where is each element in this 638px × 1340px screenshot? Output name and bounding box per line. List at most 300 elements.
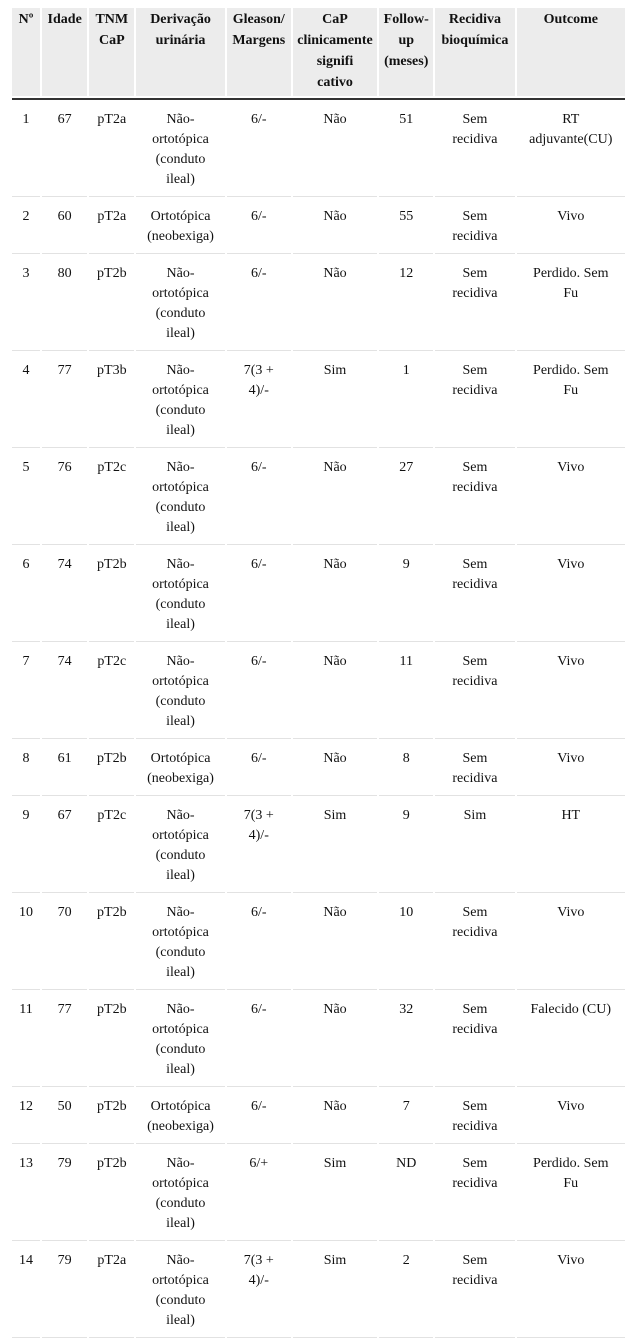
cell-text: Sem <box>462 266 488 281</box>
table-row <box>12 199 625 254</box>
cell-text: Falecido (CU) <box>530 1002 612 1017</box>
cell-outcome <box>517 450 625 545</box>
cell-text: 5 <box>22 460 30 475</box>
cell-text: Não- <box>166 1002 195 1017</box>
cell-text: pT2b <box>97 1156 127 1171</box>
cell-idade <box>42 547 87 642</box>
cell-recidiva-bioquimica <box>435 741 514 796</box>
cell-text: 4)/- <box>248 383 269 398</box>
cell-derivacao-urinaria <box>136 199 224 254</box>
cell-recidiva-bioquimica <box>435 102 514 197</box>
cell-idade <box>42 1089 87 1144</box>
cell-text: ileal) <box>166 868 195 883</box>
cell-tnm-cap <box>89 1243 134 1338</box>
cell-text: Não- <box>166 363 195 378</box>
cell-outcome <box>517 199 625 254</box>
cell-follow-up <box>379 992 433 1087</box>
cell-text: 13 <box>19 1156 34 1171</box>
cell-text: ortotópica <box>152 925 209 940</box>
cell-text: pT2b <box>97 557 127 572</box>
cell-text: ileal) <box>166 1216 195 1231</box>
cell-outcome <box>517 256 625 351</box>
cell-no <box>12 256 40 351</box>
cell-text: 6/- <box>250 751 267 766</box>
cell-text: recidiva <box>452 1022 498 1037</box>
cell-text: 6/- <box>250 557 267 572</box>
cell-recidiva-bioquimica <box>435 1146 514 1241</box>
cell-text: Vivo <box>557 460 585 475</box>
cell-text: (neobexiga) <box>147 229 214 244</box>
cell-tnm-cap <box>89 741 134 796</box>
cell-text: ortotópica <box>152 383 209 398</box>
cell-follow-up <box>379 798 433 893</box>
cell-recidiva-bioquimica <box>435 798 514 893</box>
cell-text: Sem <box>462 209 488 224</box>
cell-text: ileal) <box>166 326 195 341</box>
cell-no <box>12 644 40 739</box>
header-text: (meses) <box>384 54 429 69</box>
cell-text: Não- <box>166 266 195 281</box>
cell-text: 7 <box>22 654 30 669</box>
cell-text: Não <box>323 751 347 766</box>
cell-text: pT2c <box>97 654 127 669</box>
cell-text: 67 <box>57 808 72 823</box>
cell-text: Sim <box>463 808 487 823</box>
cell-text: Não <box>323 1002 347 1017</box>
header-text: Outcome <box>543 12 598 27</box>
cell-text: ileal) <box>166 965 195 980</box>
cell-cap-significativo <box>293 1243 377 1338</box>
cell-text: 9 <box>22 808 30 823</box>
cell-outcome <box>517 895 625 990</box>
column-header-no <box>12 8 40 96</box>
cell-follow-up <box>379 256 433 351</box>
cell-text: 7(3 + <box>243 808 274 823</box>
cell-gleason-margens <box>227 1146 291 1241</box>
cell-text: Não- <box>166 112 195 127</box>
cell-tnm-cap <box>89 450 134 545</box>
cell-derivacao-urinaria <box>136 547 224 642</box>
cell-text: pT2b <box>97 751 127 766</box>
cell-text: Não <box>323 905 347 920</box>
header-text: Follow- <box>383 12 429 27</box>
cell-gleason-margens <box>227 353 291 448</box>
cell-text: (conduto <box>155 945 206 960</box>
table-row <box>12 741 625 796</box>
cell-cap-significativo <box>293 353 377 448</box>
cell-text: Ortotópica <box>150 751 211 766</box>
cell-idade <box>42 102 87 197</box>
cell-text: Sem <box>462 1156 488 1171</box>
cell-text: 80 <box>57 266 72 281</box>
header-text: TNM <box>95 12 129 27</box>
cell-text: 6/- <box>250 1002 267 1017</box>
cell-outcome <box>517 547 625 642</box>
cell-text: Não <box>323 209 347 224</box>
cell-text: 1 <box>402 363 410 378</box>
cell-text: ortotópica <box>152 828 209 843</box>
cell-idade <box>42 256 87 351</box>
cell-gleason-margens <box>227 741 291 796</box>
cell-no <box>12 1146 40 1241</box>
cell-text: Vivo <box>557 751 585 766</box>
cell-text: Sem <box>462 1002 488 1017</box>
cell-outcome <box>517 1089 625 1144</box>
cell-text: 14 <box>19 1253 34 1268</box>
cell-text: pT2b <box>97 905 127 920</box>
cell-cap-significativo <box>293 547 377 642</box>
cell-follow-up <box>379 450 433 545</box>
cell-text: 6/- <box>250 654 267 669</box>
cell-text: pT2b <box>97 1002 127 1017</box>
cell-text: Não- <box>166 654 195 669</box>
cell-text: (neobexiga) <box>147 1119 214 1134</box>
cell-text: (conduto <box>155 1196 206 1211</box>
column-header-follow-up <box>379 8 433 96</box>
cell-text: ortotópica <box>152 286 209 301</box>
cell-idade <box>42 992 87 1087</box>
cell-no <box>12 1243 40 1338</box>
cell-no <box>12 895 40 990</box>
cell-outcome <box>517 1146 625 1241</box>
cell-text: ileal) <box>166 617 195 632</box>
cell-text: ortotópica <box>152 1273 209 1288</box>
cell-text: 1 <box>22 112 30 127</box>
cell-tnm-cap <box>89 1146 134 1241</box>
cell-derivacao-urinaria <box>136 256 224 351</box>
table-row <box>12 895 625 990</box>
cell-text: Não- <box>166 808 195 823</box>
cell-gleason-margens <box>227 547 291 642</box>
cell-text: ileal) <box>166 714 195 729</box>
cell-text: (conduto <box>155 500 206 515</box>
cell-text: 6/- <box>250 209 267 224</box>
column-header-gleason-margens <box>227 8 291 96</box>
cell-cap-significativo <box>293 102 377 197</box>
cell-text: 55 <box>399 209 414 224</box>
cell-text: Não- <box>166 557 195 572</box>
cell-tnm-cap <box>89 1089 134 1144</box>
cell-outcome <box>517 741 625 796</box>
cell-text: 6/- <box>250 266 267 281</box>
column-header-derivacao-urinaria <box>136 8 224 96</box>
cell-text: pT2c <box>97 808 127 823</box>
cell-text: 67 <box>57 112 72 127</box>
cell-no <box>12 798 40 893</box>
cell-derivacao-urinaria <box>136 992 224 1087</box>
cell-text: Fu <box>563 1176 579 1191</box>
cell-derivacao-urinaria <box>136 1089 224 1144</box>
table-row <box>12 1089 625 1144</box>
cell-follow-up <box>379 102 433 197</box>
cell-text: Sim <box>323 808 347 823</box>
table-row <box>12 450 625 545</box>
cell-follow-up <box>379 1243 433 1338</box>
column-header-tnm-cap <box>89 8 134 96</box>
cell-text: ileal) <box>166 1062 195 1077</box>
cell-text: 32 <box>399 1002 414 1017</box>
cell-text: ortotópica <box>152 480 209 495</box>
table-row <box>12 644 625 739</box>
cell-text: Vivo <box>557 1253 585 1268</box>
cell-text: (conduto <box>155 403 206 418</box>
cell-text: recidiva <box>452 1273 498 1288</box>
table-header <box>12 8 625 100</box>
cell-text: adjuvante(CU) <box>529 132 613 147</box>
cell-text: Fu <box>563 383 579 398</box>
cell-text: Não- <box>166 460 195 475</box>
header-text: CaP <box>98 33 125 48</box>
cell-idade <box>42 450 87 545</box>
header-text: clinicamente <box>297 33 373 48</box>
cell-text: 9 <box>402 557 410 572</box>
cell-text: 4)/- <box>248 828 269 843</box>
cell-recidiva-bioquimica <box>435 353 514 448</box>
cell-text: ortotópica <box>152 1022 209 1037</box>
cell-derivacao-urinaria <box>136 895 224 990</box>
cell-text: HT <box>561 808 581 823</box>
cell-text: Sim <box>323 1156 347 1171</box>
cell-recidiva-bioquimica <box>435 644 514 739</box>
cell-text: 8 <box>22 751 30 766</box>
cell-text: Sem <box>462 1099 488 1114</box>
cell-text: 61 <box>57 751 72 766</box>
cell-outcome <box>517 1243 625 1338</box>
cell-idade <box>42 199 87 254</box>
cell-recidiva-bioquimica <box>435 256 514 351</box>
cell-text: pT2a <box>97 112 127 127</box>
cell-derivacao-urinaria <box>136 798 224 893</box>
cell-idade <box>42 644 87 739</box>
cell-derivacao-urinaria <box>136 353 224 448</box>
cell-text: recidiva <box>452 1176 498 1191</box>
cell-tnm-cap <box>89 895 134 990</box>
cell-text: Não <box>323 460 347 475</box>
cell-text: 6/+ <box>249 1156 269 1171</box>
cell-text: Vivo <box>557 557 585 572</box>
cell-no <box>12 992 40 1087</box>
cell-text: 11 <box>399 654 413 669</box>
cell-text: recidiva <box>452 577 498 592</box>
cell-no <box>12 102 40 197</box>
cell-text: 2 <box>402 1253 410 1268</box>
cell-text: recidiva <box>452 286 498 301</box>
cell-gleason-margens <box>227 450 291 545</box>
cell-recidiva-bioquimica <box>435 1243 514 1338</box>
header-divider <box>12 98 625 100</box>
cell-no <box>12 353 40 448</box>
cell-text: Fu <box>563 286 579 301</box>
header-text: signifi <box>316 54 354 69</box>
cell-cap-significativo <box>293 256 377 351</box>
column-header-recidiva-bioquimica <box>435 8 514 96</box>
cell-text: 7(3 + <box>243 1253 274 1268</box>
cell-text: Vivo <box>557 209 585 224</box>
header-rule <box>12 98 625 100</box>
cell-gleason-margens <box>227 102 291 197</box>
cell-text: (conduto <box>155 152 206 167</box>
cell-follow-up <box>379 1146 433 1241</box>
header-text: bioquímica <box>441 33 509 48</box>
table-container <box>10 6 627 1340</box>
cell-tnm-cap <box>89 199 134 254</box>
cell-text: recidiva <box>452 132 498 147</box>
column-header-cap-significativo <box>293 8 377 96</box>
cell-outcome <box>517 353 625 448</box>
cell-gleason-margens <box>227 256 291 351</box>
cell-gleason-margens <box>227 895 291 990</box>
cell-idade <box>42 353 87 448</box>
cell-cap-significativo <box>293 199 377 254</box>
cell-follow-up <box>379 644 433 739</box>
header-row <box>12 8 625 96</box>
cell-follow-up <box>379 353 433 448</box>
cell-text: ileal) <box>166 423 195 438</box>
cell-text: 3 <box>22 266 30 281</box>
cell-text: ND <box>396 1156 417 1171</box>
cell-text: 10 <box>19 905 34 920</box>
cell-idade <box>42 1243 87 1338</box>
cell-text: recidiva <box>452 383 498 398</box>
table-row <box>12 547 625 642</box>
cell-recidiva-bioquimica <box>435 199 514 254</box>
table-row <box>12 992 625 1087</box>
cell-text: 10 <box>399 905 414 920</box>
cell-text: recidiva <box>452 229 498 244</box>
cell-follow-up <box>379 741 433 796</box>
cell-text: 6/- <box>250 1099 267 1114</box>
cell-outcome <box>517 644 625 739</box>
cell-no <box>12 199 40 254</box>
cell-text: recidiva <box>452 1119 498 1134</box>
cell-gleason-margens <box>227 1243 291 1338</box>
header-text: Idade <box>47 12 82 27</box>
cell-text: 74 <box>57 654 72 669</box>
cell-text: 70 <box>57 905 72 920</box>
cell-follow-up <box>379 895 433 990</box>
cell-idade <box>42 895 87 990</box>
cell-text: Perdido. Sem <box>533 266 609 281</box>
cell-text: 79 <box>57 1253 72 1268</box>
cell-tnm-cap <box>89 992 134 1087</box>
cell-text: 2 <box>22 209 30 224</box>
cell-follow-up <box>379 1089 433 1144</box>
cell-recidiva-bioquimica <box>435 450 514 545</box>
cell-text: 60 <box>57 209 72 224</box>
cell-text: (conduto <box>155 1293 206 1308</box>
cell-gleason-margens <box>227 798 291 893</box>
cell-text: Sem <box>462 363 488 378</box>
header-text: urinária <box>155 33 206 48</box>
cell-text: 6/- <box>250 460 267 475</box>
cell-text: 8 <box>402 751 410 766</box>
cell-text: recidiva <box>452 674 498 689</box>
cell-text: ortotópica <box>152 674 209 689</box>
cell-text: Não <box>323 654 347 669</box>
header-text: Nº <box>18 12 34 27</box>
cell-text: pT2a <box>97 1253 127 1268</box>
cell-text: 9 <box>402 808 410 823</box>
cell-gleason-margens <box>227 644 291 739</box>
cell-text: Ortotópica <box>150 1099 211 1114</box>
cell-no <box>12 741 40 796</box>
cell-text: 6/- <box>250 905 267 920</box>
cell-text: 77 <box>57 363 72 378</box>
cell-text: 50 <box>57 1099 72 1114</box>
cell-cap-significativo <box>293 1146 377 1241</box>
cell-text: Não- <box>166 1156 195 1171</box>
table-row <box>12 102 625 197</box>
cell-text: 4)/- <box>248 1273 269 1288</box>
cell-text: ileal) <box>166 520 195 535</box>
cell-text: 12 <box>399 266 414 281</box>
cell-idade <box>42 1146 87 1241</box>
cell-text: 79 <box>57 1156 72 1171</box>
cell-recidiva-bioquimica <box>435 547 514 642</box>
header-text: Gleason/ <box>232 12 285 27</box>
cell-text: Sem <box>462 112 488 127</box>
cell-text: Não <box>323 1099 347 1114</box>
cell-no <box>12 547 40 642</box>
cell-recidiva-bioquimica <box>435 992 514 1087</box>
cell-text: (conduto <box>155 306 206 321</box>
cell-text: (neobexiga) <box>147 771 214 786</box>
cell-text: 12 <box>19 1099 34 1114</box>
cell-text: ortotópica <box>152 132 209 147</box>
cell-text: 6/- <box>250 112 267 127</box>
cell-text: Sem <box>462 557 488 572</box>
header-text: up <box>398 33 415 48</box>
cell-text: Ortotópica <box>150 209 211 224</box>
cell-text: Sem <box>462 1253 488 1268</box>
cell-cap-significativo <box>293 1089 377 1144</box>
cell-text: Sem <box>462 654 488 669</box>
cell-gleason-margens <box>227 992 291 1087</box>
cell-gleason-margens <box>227 1089 291 1144</box>
cell-derivacao-urinaria <box>136 644 224 739</box>
cell-text: Não <box>323 112 347 127</box>
cell-text: 76 <box>57 460 72 475</box>
cell-follow-up <box>379 199 433 254</box>
cell-text: (conduto <box>155 848 206 863</box>
header-text: Recidiva <box>448 12 501 27</box>
cell-derivacao-urinaria <box>136 1243 224 1338</box>
cell-idade <box>42 798 87 893</box>
cell-text: Sim <box>323 363 347 378</box>
cell-text: recidiva <box>452 925 498 940</box>
cell-text: Sem <box>462 905 488 920</box>
cell-cap-significativo <box>293 741 377 796</box>
cell-tnm-cap <box>89 256 134 351</box>
table-body <box>12 102 625 1338</box>
table-row <box>12 353 625 448</box>
cell-derivacao-urinaria <box>136 741 224 796</box>
cell-text: recidiva <box>452 771 498 786</box>
cell-outcome <box>517 798 625 893</box>
cell-text: RT <box>562 112 580 127</box>
cell-cap-significativo <box>293 992 377 1087</box>
cell-derivacao-urinaria <box>136 102 224 197</box>
cell-derivacao-urinaria <box>136 1146 224 1241</box>
cell-tnm-cap <box>89 644 134 739</box>
cell-text: Vivo <box>557 1099 585 1114</box>
cell-text: 51 <box>399 112 414 127</box>
cell-text: Sem <box>462 460 488 475</box>
cell-cap-significativo <box>293 798 377 893</box>
cell-cap-significativo <box>293 644 377 739</box>
cell-text: 7(3 + <box>243 363 274 378</box>
cell-no <box>12 1089 40 1144</box>
